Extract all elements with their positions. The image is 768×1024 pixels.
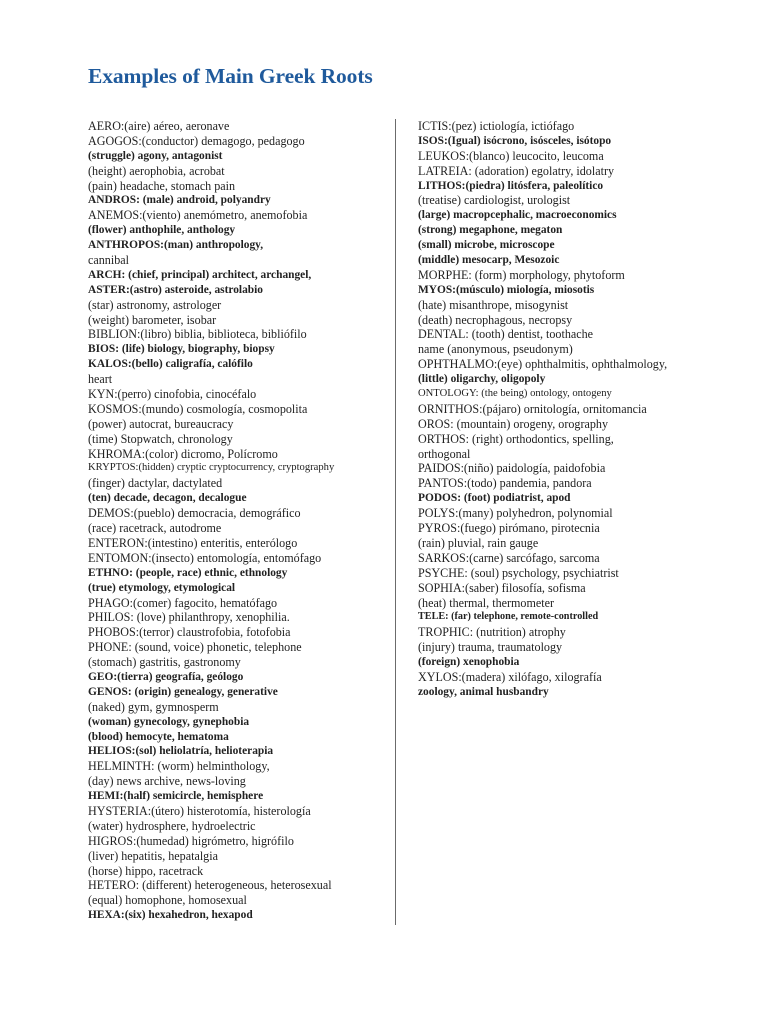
- root-entry: (woman) gynecology, gynephobia: [88, 715, 250, 728]
- root-entry: (day) news archive, news-loving: [88, 774, 246, 789]
- root-entry: HEMI:(half) semicircle, hemisphere: [88, 790, 264, 803]
- root-entry: heart: [88, 372, 113, 387]
- root-entry: (pain) headache, stomach pain: [88, 178, 236, 193]
- root-entry: LITHOS:(piedra) litósfera, paleolítico: [418, 179, 604, 192]
- root-entry: (strong) megaphone, megaton: [418, 224, 563, 237]
- root-entry: name (anonymous, pseudonym): [418, 342, 573, 357]
- root-entry: LATREIA: (adoration) egolatry, idolatry: [418, 163, 615, 178]
- root-entry: TROPHIC: (nutrition) atrophy: [418, 625, 566, 640]
- root-entry: PHAGO:(comer) fagocito, hematófago: [88, 595, 278, 610]
- root-entry: ANDROS: (male) android, polyandry: [88, 194, 271, 207]
- root-entry: ISOS:(Igual) isócrono, isósceles, isótopo: [418, 134, 612, 147]
- root-entry: ETHNO: (people, race) ethnic, ethnology: [88, 566, 288, 579]
- root-entry: ICTIS:(pez) ictiología, ictiófago: [418, 119, 575, 133]
- root-entry: (star) astronomy, astrologer: [88, 297, 222, 312]
- root-entry: PHONE: (sound, voice) phonetic, telephone: [88, 640, 302, 655]
- right-column: [418, 119, 738, 700]
- root-entry: (struggle) agony, antagonist: [88, 149, 223, 162]
- root-entry: (liver) hepatitis, hepatalgia: [88, 848, 218, 863]
- root-entry: TELE: (far) telephone, remote-controlled: [418, 611, 599, 623]
- root-entry: SARKOS:(carne) sarcófago, sarcoma: [418, 550, 600, 565]
- root-entry: (large) macropcephalic, macroeconomics: [418, 209, 617, 222]
- root-entry: zoology, animal husbandry: [418, 685, 549, 698]
- column-divider: [395, 119, 396, 925]
- root-entry: MYOS:(músculo) miología, miosotis: [418, 283, 595, 296]
- root-entry: (equal) homophone, homosexual: [88, 893, 247, 908]
- root-entry: (flower) anthophile, anthology: [88, 224, 236, 237]
- root-entry: ARCH: (chief, principal) architect, archangel,: [88, 268, 312, 281]
- root-entry: PAIDOS:(niño) paidología, paidofobia: [418, 461, 606, 476]
- root-entry: OPHTHALMO:(eye) ophthalmitis, ophthalmology,: [418, 357, 668, 372]
- root-entry: (true) etymology, etymological: [88, 581, 236, 594]
- page-title: Examples of Main Greek Roots: [88, 64, 373, 88]
- root-entry: cannibal: [88, 253, 129, 268]
- root-entry: (water) hydrosphere, hydroelectric: [88, 818, 256, 833]
- root-entry: PSYCHE: (soul) psychology, psychiatrist: [418, 565, 619, 580]
- root-entry: (injury) trauma, traumatology: [418, 640, 563, 655]
- root-entry: KRYPTOS:(hidden) cryptic cryptocurrency, cryptography: [88, 462, 335, 474]
- root-entry: (middle) mesocarp, Mesozoic: [418, 254, 560, 267]
- root-entry: ONTOLOGY: (the being) ontology, ontogeny: [418, 388, 612, 400]
- root-entry: ANEMOS:(viento) anemómetro, anemofobia: [88, 208, 308, 223]
- left-column: [88, 119, 388, 923]
- root-entry: (little) oligarchy, oligopoly: [418, 373, 546, 386]
- root-entry: XYLOS:(madera) xilófago, xilografía: [418, 669, 602, 684]
- root-entry: (rain) pluvial, rain gauge: [418, 535, 539, 550]
- root-entry: ORTHOS: (right) orthodontics, spelling,: [418, 431, 614, 446]
- root-entry: (naked) gym, gymnosperm: [88, 699, 219, 714]
- root-entry: (stomach) gastritis, gastronomy: [88, 655, 241, 670]
- root-entry: AERO:(aire) aéreo, aeronave: [88, 119, 230, 133]
- root-entry: LEUKOS:(blanco) leucocito, leucoma: [418, 148, 604, 163]
- root-entry: GENOS: (origin) genealogy, generative: [88, 685, 278, 698]
- root-entry: (race) racetrack, autodrome: [88, 521, 222, 536]
- root-entry: HELMINTH: (worm) helminthology,: [88, 759, 270, 774]
- root-entry: (small) microbe, microscope: [418, 239, 555, 252]
- root-entry: KYN:(perro) cinofobia, cinocéfalo: [88, 387, 257, 402]
- root-entry: PYROS:(fuego) pirómano, pirotecnia: [418, 521, 600, 536]
- root-entry: orthogonal: [418, 446, 471, 461]
- root-entry: KHROMA:(color) dicromo, Polícromo: [88, 446, 278, 461]
- root-entry: (weight) barometer, isobar: [88, 312, 217, 327]
- root-entry: PHILOS: (love) philanthropy, xenophilia.: [88, 610, 290, 625]
- root-entry: SOPHIA:(saber) filosofía, sofisma: [418, 580, 586, 595]
- root-entry: ENTOMON:(insecto) entomología, entomófago: [88, 550, 322, 565]
- root-entry: (ten) decade, decagon, decalogue: [88, 492, 247, 505]
- root-entry: HIGROS:(humedad) higrómetro, higrófilo: [88, 833, 294, 848]
- root-entry: PODOS: (foot) podiatrist, apod: [418, 492, 571, 505]
- root-entry: OROS: (mountain) orogeny, orography: [418, 416, 608, 431]
- root-entry: (foreign) xenophobia: [418, 656, 520, 669]
- root-entry: ENTERON:(intestino) enteritis, enterólogo: [88, 535, 298, 550]
- root-entry: GEO:(tierra) geografía, geólogo: [88, 670, 244, 683]
- root-entry: MORPHE: (form) morphology, phytoform: [418, 267, 625, 282]
- root-entry: KALOS:(bello) caligrafía, calófilo: [88, 358, 253, 371]
- root-entry: BIOS: (life) biology, biography, biopsy: [88, 343, 275, 356]
- root-entry: (height) aerophobia, acrobat: [88, 163, 225, 178]
- root-entry: HEXA:(six) hexahedron, hexapod: [88, 909, 253, 922]
- root-entry: KOSMOS:(mundo) cosmología, cosmopolita: [88, 401, 308, 416]
- root-entry: (time) Stopwatch, chronology: [88, 431, 233, 446]
- root-entry: HETERO: (different) heterogeneous, heterosexual: [88, 878, 332, 893]
- root-entry: ASTER:(astro) asteroide, astrolabio: [88, 283, 263, 296]
- root-entry: (horse) hippo, racetrack: [88, 863, 204, 878]
- root-entry: (heat) thermal, thermometer: [418, 595, 554, 610]
- root-entry: ORNITHOS:(pájaro) ornitología, ornitomancia: [418, 401, 647, 416]
- root-entry: AGOGOS:(conductor) demagogo, pedagogo: [88, 133, 305, 148]
- root-entry: (finger) dactylar, dactylated: [88, 476, 223, 491]
- root-entry: PHOBOS:(terror) claustrofobia, fotofobia: [88, 625, 291, 640]
- root-entry: (death) necrophagous, necropsy: [418, 312, 573, 327]
- root-entry: HELIOS:(sol) heliolatría, helioterapia: [88, 745, 274, 758]
- root-entry: DENTAL: (tooth) dentist, toothache: [418, 327, 594, 342]
- root-entry: BIBLION:(libro) biblia, biblioteca, bibliófilo: [88, 327, 307, 342]
- root-entry: (blood) hemocyte, hematoma: [88, 730, 229, 743]
- root-entry: PANTOS:(todo) pandemia, pandora: [418, 476, 592, 491]
- root-entry: ANTHROPOS:(man) anthropology,: [88, 239, 264, 252]
- root-entry: HYSTERIA:(útero) histerotomía, histerología: [88, 803, 311, 818]
- root-entry: DEMOS:(pueblo) democracia, demográfico: [88, 506, 301, 521]
- root-entry: POLYS:(many) polyhedron, polynomial: [418, 506, 613, 521]
- root-entry: (treatise) cardiologist, urologist: [418, 193, 571, 208]
- root-entry: (hate) misanthrope, misogynist: [418, 297, 569, 312]
- root-entry: (power) autocrat, bureaucracy: [88, 416, 234, 431]
